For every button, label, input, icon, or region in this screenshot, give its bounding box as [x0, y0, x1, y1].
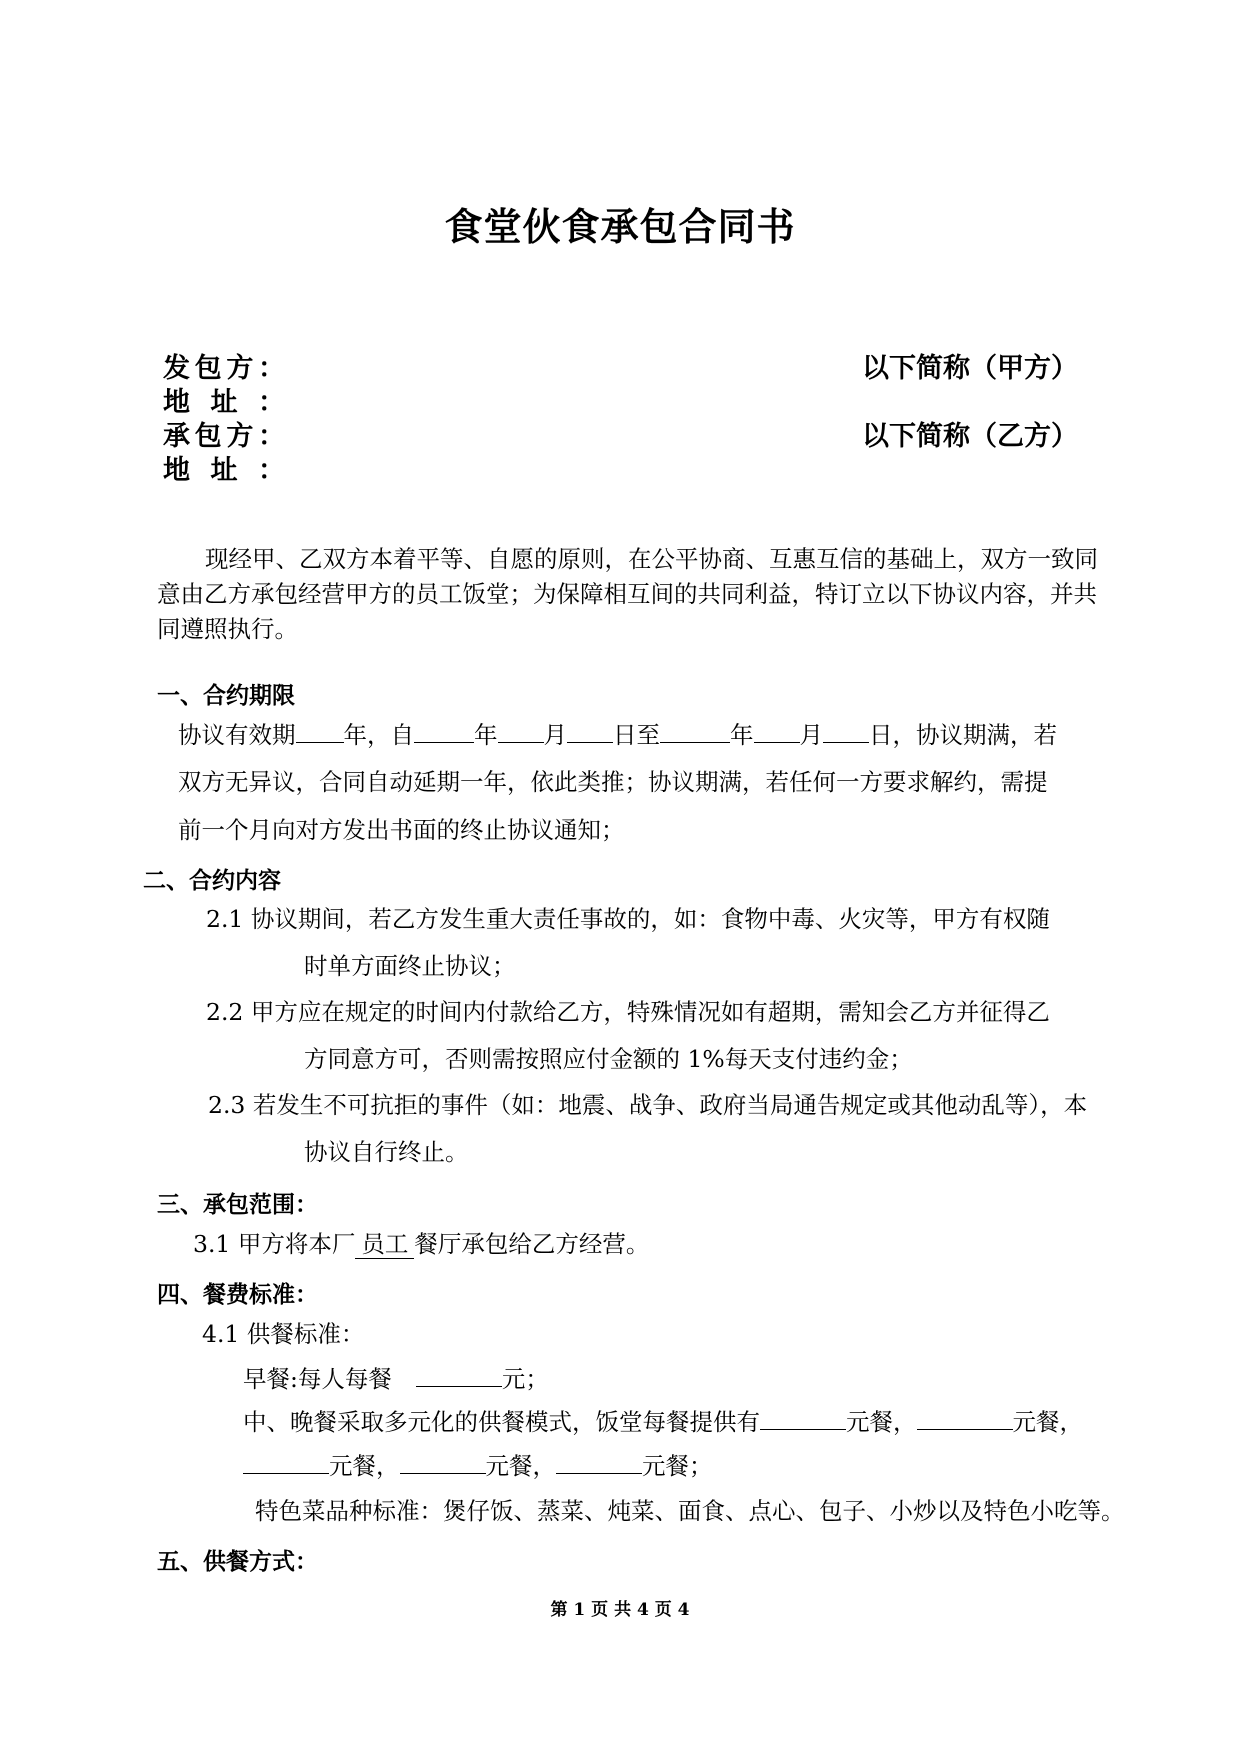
clause-2-2-line-1: 2.2 甲方应在规定的时间内付款给乙方，特殊情况如有超期，需知会乙方并征得乙: [206, 998, 1050, 1026]
clause-2-2-line-2: 方同意方可，否则需按照应付金额的 1%每天支付违约金；: [304, 1045, 913, 1073]
yi-abbreviation: 以下简称（乙方）: [862, 421, 1078, 452]
clause-2-1-line-1: 2.1 协议期间，若乙方发生重大责任事故的，如：食物中毒、火灾等，甲方有权随: [206, 905, 1050, 933]
clause-4-1-heading: 4.1 供餐标准：: [202, 1320, 365, 1348]
special-dishes-line: 特色菜品种标准：煲仔饭、蒸菜、炖菜、面食、点心、包子、小炒以及特色小吃等。: [255, 1497, 1125, 1525]
section-2-heading: 二、合约内容: [143, 868, 281, 894]
fabao-label: 发包方：: [163, 353, 285, 384]
section-1-line-2: 双方无异议，合同自动延期一年，依此类推；协议期满，若任何一方要求解约，需提: [178, 768, 1048, 796]
lunch-dinner-line-1: 中、晚餐采取多元化的供餐模式，饭堂每餐提供有 元餐， 元餐，: [243, 1408, 1083, 1436]
breakfast-line: 早餐:每人每餐 元；: [243, 1365, 549, 1393]
clause-2-1-line-2: 时单方面终止协议；: [304, 952, 516, 980]
scope-fill-value: 员工: [355, 1230, 414, 1259]
chengbao-address-label: 地址：: [163, 455, 285, 486]
lunch-dinner-line-2: 元餐， 元餐， 元餐；: [243, 1451, 713, 1480]
section-3-heading: 三、承包范围：: [157, 1192, 318, 1218]
intro-paragraph: 现经甲、乙双方本着平等、自愿的原则，在公平协商、互惠互信的基础上，双方一致同意由乙方承包经营甲方的员工饭堂；为保障相互间的共同利益，特订立以下协议内容，并共同遵照执行。: [157, 545, 1098, 643]
clause-3-1: 3.1 甲方将本厂 员工 餐厅承包给乙方经营。: [193, 1230, 650, 1258]
section-4-heading: 四、餐费标准：: [157, 1282, 318, 1308]
chengbao-label: 承包方：: [163, 421, 285, 452]
fabao-address-label: 地址：: [163, 387, 285, 418]
jia-abbreviation: 以下简称（甲方）: [862, 353, 1078, 384]
clause-2-3-line-2: 协议自行终止。: [304, 1138, 469, 1166]
section-5-heading: 五、供餐方式：: [157, 1549, 318, 1575]
section-1-line-3: 前一个月向对方发出书面的终止协议通知；: [178, 816, 625, 844]
clause-2-3-line-1: 2.3 若发生不可抗拒的事件（如：地震、战争、政府当局通告规定或其他动乱等），本: [208, 1091, 1088, 1119]
section-1-heading: 一、合约期限: [157, 683, 295, 709]
document-title: 食堂伙食承包合同书: [444, 205, 796, 249]
page-footer: 第 1 页 共 4 页 4: [550, 1600, 690, 1620]
section-1-line-1: 协议有效期 年，自 年 月 日至 年 月 日，协议期满，若: [178, 721, 1057, 749]
